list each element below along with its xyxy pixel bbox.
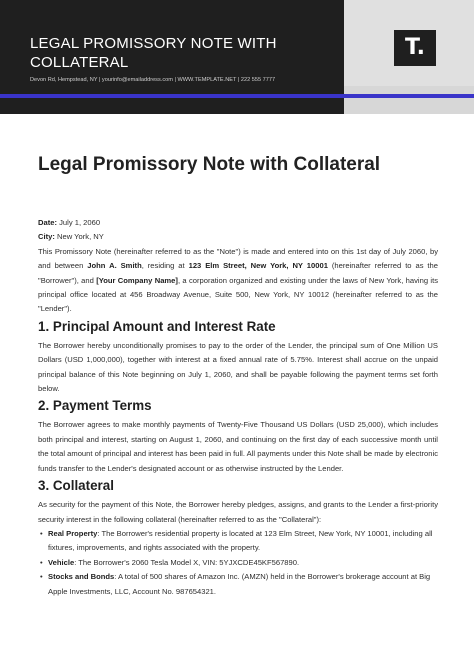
section-body-payment: The Borrower agrees to make monthly payments of Twenty-Five Thousand US Dollars (USD 25,000), which includes both principal and interest, starting on August 1, 2060, and continuing on the first day of each successive month until the total amount of principal and interest has been paid in full. All payments under this Note shall be made by electronic funds transfer to the Lender's designated account or as otherwise instructed by the Lender. bbox=[38, 420, 438, 473]
collateral-text: : A total of 500 shares of Amazon Inc. (AMZN) held in the Borrower's brokerage account at Big Apple Investments, LLC, Account No. 987654321. bbox=[48, 572, 431, 596]
company-logo: T. bbox=[394, 30, 436, 66]
section-heading-payment: 2. Payment Terms bbox=[38, 398, 152, 414]
document-title: Legal Promissory Note with Collateral bbox=[38, 154, 381, 175]
section-heading-collateral: 3. Collateral bbox=[38, 478, 114, 494]
intro-text-4: , a corporation organized and existing under the laws of New York, having its principal office located at 456 Broadway Avenue, Suite 500, New York, NY 10012 (hereinafter referred to as the "Lender"). bbox=[38, 275, 438, 314]
collateral-text: : The Borrower's 2060 Tesla Model X, VIN: 5YJXCDE45KF567890. bbox=[74, 557, 300, 567]
collateral-label: Real Property bbox=[48, 528, 98, 538]
city-value: New York, NY bbox=[57, 232, 104, 242]
intro-text-2: , residing at bbox=[141, 261, 189, 271]
bullet-icon: • bbox=[40, 528, 43, 538]
collateral-label: Vehicle bbox=[48, 557, 75, 567]
city-label: City: bbox=[38, 232, 55, 242]
collateral-text: : The Borrower's residential property is located at 123 Elm Street, New York, NY 10001, including all fixtures, improvements, and rights associated with the property. bbox=[48, 528, 433, 553]
section-heading-principal: 1. Principal Amount and Interest Rate bbox=[38, 318, 276, 334]
borrower-name: John A. Smith bbox=[87, 261, 142, 271]
header-accent-line bbox=[0, 94, 474, 98]
date-line bbox=[38, 216, 438, 230]
section-body-principal: The Borrower hereby unconditionally promises to pay to the order of the Lender, the principal sum of One Million US Dollars (USD 1,000,000), together with interest at a fixed annual rate of 5.75%. Interest shall accrue on the unpaid principal balance of this Note beginning on July 1, 2060, and shall be payable following the payment terms set forth below. bbox=[38, 340, 438, 394]
list-item bbox=[38, 527, 438, 556]
intro-text-1: This Promissory Note (hereinafter referred to as the "Note") is made and entered into on this 1st day of July 2060, by and between bbox=[38, 246, 438, 271]
section-body-collateral: As security for the payment of this Note, the Borrower hereby pledges, assigns, and grants to the Lender a first-priority security interest in the following collateral (hereinafter referred to as the "Collateral"): bbox=[38, 500, 438, 524]
header-contact-info: Devon Rd, Hempstead, NY | yourinfo@emailaddress.com | WWW.TEMPLATE.NET | 222 555 7777 bbox=[30, 77, 276, 83]
intro-text-3: (hereinafter referred to as the "Borrower"), and bbox=[38, 261, 438, 285]
bullet-icon: • bbox=[40, 572, 43, 582]
collateral-label: Stocks and Bonds bbox=[48, 572, 115, 582]
bullet-icon: • bbox=[40, 557, 43, 567]
list-item bbox=[38, 570, 438, 599]
date-label: Date: bbox=[38, 218, 57, 227]
company-name: [Your Company Name] bbox=[96, 275, 178, 285]
date-value: July 1, 2060 bbox=[59, 218, 101, 227]
borrower-address: 123 Elm Street, New York, NY 10001 bbox=[188, 261, 328, 271]
header-logo-panel-lower bbox=[344, 86, 474, 114]
header-title: LEGAL PROMISSORY NOTE WITH COLLATERAL bbox=[30, 35, 277, 71]
document-body bbox=[38, 216, 438, 599]
city-line bbox=[38, 230, 438, 244]
collateral-list bbox=[38, 527, 438, 599]
intro-paragraph bbox=[38, 245, 438, 317]
list-item bbox=[38, 556, 438, 570]
